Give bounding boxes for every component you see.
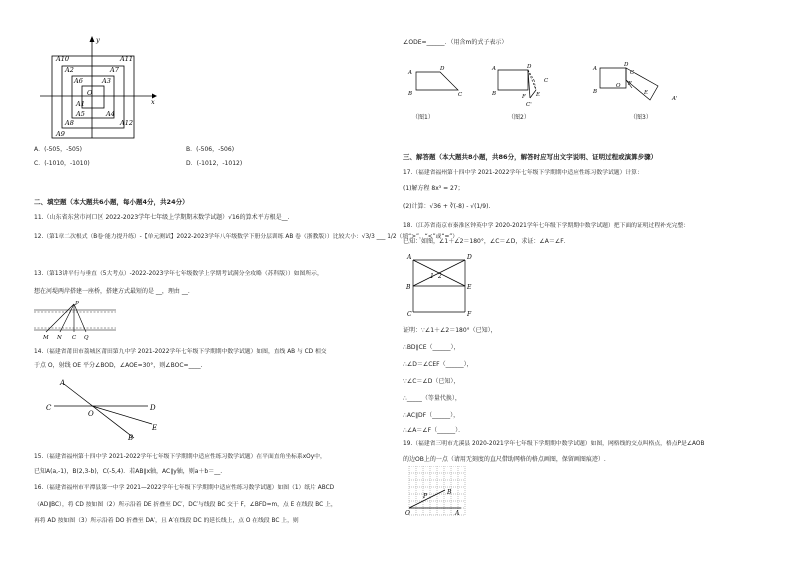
option-a: A．(-505，-505) xyxy=(34,146,83,153)
label-e: E xyxy=(467,284,472,291)
label-o: O xyxy=(405,510,410,517)
label-d: D xyxy=(150,404,156,412)
question-13-line2: 想在河堤两岸搭建一座桥，搭建方式最短的是 __，理由 __. xyxy=(34,288,190,295)
question-17-part1: (1)解方程 8x³ = 27； xyxy=(403,185,464,192)
label-b: B xyxy=(408,91,413,97)
label-a: A xyxy=(593,66,597,72)
intersecting-lines-figure xyxy=(44,376,162,442)
question-19-line1: 19.（福建省三明市尤溪县 2020-2021学年七年级下学期期中数学试题）如图，网格线的交点叫格点，格点P是∠AOB xyxy=(403,441,705,447)
river-bridge-figure xyxy=(34,300,124,340)
label-m: M xyxy=(43,335,49,340)
question-14-line2: 于点 O，射线 OE 平分∠BOD，∠AOE=30°，则∠BOC=____. xyxy=(34,362,203,369)
label-a: A xyxy=(408,70,412,76)
label-b: B xyxy=(128,434,134,442)
label-c: C xyxy=(458,92,463,98)
label-n: N xyxy=(57,335,62,340)
square-spiral-figure xyxy=(40,34,158,140)
label-c-prime: C' xyxy=(526,102,532,108)
label-a-prime: A' xyxy=(672,96,678,102)
question-15-line1: 15.（福建省福州第十四中学 2021-2022学年七年级下学期期中适应性练习数学试题）在平面直角坐标系xOy中， xyxy=(34,454,326,460)
label-d: D xyxy=(624,62,629,68)
proof-line-4: ∵∠C＝∠D（已知）， xyxy=(403,378,460,385)
fold-figure-2 xyxy=(488,62,568,108)
question-12: 12.（第1章二次根式（B卷·能力提升练）-【单元测试】2022-2023学年八年级数学下册分层训练 AB 卷（浙教版））比较大小：√3/3 ___ 1/2（填“>”，“<”或“=”）. xyxy=(34,234,460,240)
question-16-line3: 再将 AD 按如图（3）所示沿着 DO 折叠至 DA′，且 A′在线段 DC 的延长线上，点 O 在线段 BC 上，则 xyxy=(34,518,299,524)
label-a: A xyxy=(407,254,412,261)
label-p: P xyxy=(423,493,428,500)
section-2-heading: 二、填空题（本大题共6小题，每小题4分，共24分） xyxy=(34,198,189,206)
question-17-part2: (2)计算：√36 + ∛(-8) - √(1/9). xyxy=(403,203,491,210)
label-c: C xyxy=(407,311,412,318)
label-c: C xyxy=(544,78,549,84)
label-a2: A2 xyxy=(65,66,74,74)
option-d: D．(-1012，-1012) xyxy=(186,160,243,167)
question-11: 11.（山东省东营市河口区 2022-2023学年七年级上学期期末数学试题）√16的算术平方根是__. xyxy=(34,214,290,221)
label-a1: A1 xyxy=(76,100,85,108)
label-b: B xyxy=(447,489,452,496)
label-a12: A12 xyxy=(120,119,133,127)
caption-fig-2: （图2） xyxy=(508,114,530,121)
label-p: P xyxy=(75,301,79,307)
question-13-line1: 13.（第13讲平行与垂直（5大考点）-2022-2023学年七年级数学上学期考试满分全攻略（苏科版））如图所示， xyxy=(34,271,323,277)
label-q: Q xyxy=(84,335,89,340)
caption-fig-1: （图1） xyxy=(412,114,434,121)
question-16-line2: （AD∥BC），将 CD 按如图（2）所示沿着 DE 折叠至 DC′，DC′与线段 BC 交于 F，∠BFD=m，点 E 在线段 BC 上， xyxy=(34,502,337,508)
label-a7: A7 xyxy=(110,66,119,74)
question-15-line2: 已知A(a,-1)，B(2,3-b)，C(-5,4)．若AB∥x轴，AC∥y轴，则a＋b＝__. xyxy=(34,468,223,475)
label-b: B xyxy=(492,91,497,97)
label-c: C xyxy=(46,404,52,412)
parallel-proof-figure xyxy=(403,250,479,318)
label-a5: A5 xyxy=(76,110,85,118)
proof-line-6: ∴AC∥DF（______）， xyxy=(403,412,460,419)
grid-angle-figure xyxy=(403,466,469,518)
label-o: O xyxy=(616,83,621,89)
label-b: B xyxy=(406,284,411,291)
label-a: A xyxy=(492,66,496,72)
label-a: A xyxy=(60,379,66,387)
question-16-line1: 16.（福建省福州市平潭县第一中学 2021—2022学年七年级下学期期中适应性练习数学试题）如图（1）纸片 ABCD xyxy=(34,485,335,491)
label-o: O xyxy=(88,410,94,418)
proof-line-5: ∴_____（等量代换）， xyxy=(403,395,461,402)
label-a9: A9 xyxy=(56,130,65,138)
proof-line-1: 证明：∵∠1＋∠2＝180°（已知）， xyxy=(403,327,497,334)
label-f: F xyxy=(467,311,472,318)
question-18-line1: 18.（江苏省南京市秦淮区钟英中学 2020-2021学年七年级下学期期中数学试题）把下面的证明过程补充完整： xyxy=(403,223,690,229)
label-f: F xyxy=(628,81,632,87)
angle-ode-answer: ∠ODE=______．（用含m的式子表示） xyxy=(403,39,508,46)
label-c: C xyxy=(630,70,635,76)
label-y: y xyxy=(96,36,100,44)
label-a10: A10 xyxy=(56,55,69,63)
option-c: C．(-1010，-1010) xyxy=(34,160,90,167)
section-3-heading: 三、解答题（本大题共8小题，共86分，解答时应写出文字说明、证明过程或演算步骤） xyxy=(403,153,658,161)
label-e: E xyxy=(152,424,158,432)
proof-line-3: ∴∠D＝∠CEF（______）， xyxy=(403,361,473,368)
proof-line-2: ∴BD∥CE（______）， xyxy=(403,344,460,351)
label-d: D xyxy=(467,254,472,261)
fold-figure-1 xyxy=(400,62,472,104)
label-a11: A11 xyxy=(120,55,133,63)
fold-figure-3 xyxy=(590,58,686,108)
label-2: 2 xyxy=(438,273,442,280)
label-e: E xyxy=(644,90,649,96)
question-19-line2: 的边OB上的一点（请用无刻度的直尺借助网格的格点画图，保留画图痕迹）. xyxy=(403,456,606,463)
caption-fig-3: （图3） xyxy=(630,114,652,121)
label-a3: A3 xyxy=(102,77,111,85)
label-1: 1 xyxy=(430,273,434,280)
label-e: E xyxy=(536,92,541,98)
label-a6: A6 xyxy=(74,77,83,85)
label-b: B xyxy=(593,89,598,95)
label-f: F xyxy=(522,94,526,100)
question-18-line2: 已知：如图，∠1＋∠2＝180°，∠C＝∠D，求证：∠A＝∠F． xyxy=(403,238,570,245)
label-x: x xyxy=(151,98,155,106)
option-b: B．(-506，-506) xyxy=(186,146,235,153)
label-a4: A4 xyxy=(106,110,115,118)
question-14-line1: 14.（福建省莆田市荔城区莆田第九中学 2021-2022学年七年级下学期期中数学试题）如图，直线 AB 与 CD 相交 xyxy=(34,349,327,355)
label-c: C xyxy=(72,335,77,340)
label-a: A xyxy=(455,510,460,517)
proof-line-7: ∴∠A＝∠F（______）． xyxy=(403,427,465,434)
label-o: O xyxy=(87,89,93,97)
label-a8: A8 xyxy=(65,119,74,127)
question-17: 17.（福建省福州第十四中学 2021-2022学年七年级下学期期中适应性练习数学试题）计算： xyxy=(403,170,643,176)
label-d: D xyxy=(527,64,532,70)
label-d: D xyxy=(440,66,445,72)
